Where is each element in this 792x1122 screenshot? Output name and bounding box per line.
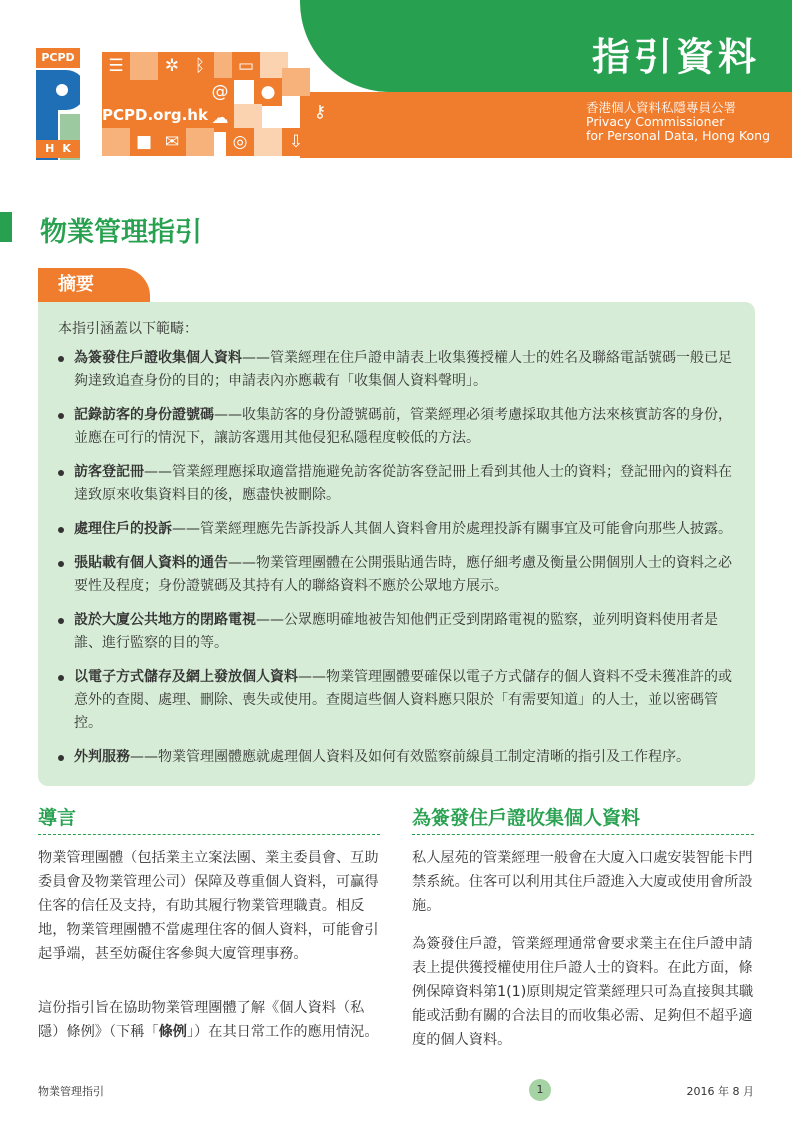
resident-card-paragraph-2: 為簽發住戶證，管業經理通常會要求業主在住戶證申請表上提供獲授權使用住戶證人士的資料。在此方面，條例保障資料第1(1)原則規定管業經理只可為直接與其職能或活動有關的合法目的而收集必需、足夠但不超乎適度的個人資料。 [412, 936, 754, 1048]
resident-card-heading: 為簽發住戶證收集個人資料 [412, 807, 641, 829]
org-name-en-2: for Personal Data, Hong Kong [586, 128, 771, 143]
resident-card-divider [412, 834, 754, 835]
logo-bottom-text: HK [36, 140, 80, 158]
header-title: 指引資料 [591, 35, 760, 79]
organization-name [586, 101, 770, 143]
footer-doc-title: 物業管理指引 [38, 1085, 104, 1098]
intro-divider [38, 834, 380, 835]
gear-icon: ✲ [158, 52, 186, 80]
bluetooth-icon: ᛒ [186, 52, 214, 80]
cloud-icon: ☁ [206, 104, 234, 132]
key-icon: ⚷ [306, 98, 334, 126]
chat-icon: ▭ [232, 52, 260, 80]
summary-intro: 本指引涵蓋以下範疇： [58, 321, 198, 337]
list-item: 張貼載有個人資料的通告——物業管理團體在公開張貼通告時，應仔細考慮及衡量公開個別人士的資料之必要性及程度；身份證號碼及其持有人的聯絡資料不應於公眾地方展示。 [58, 552, 742, 598]
list-item: 設於大廈公共地方的閉路電視——公眾應明確地被告知他們正受到閉路電視的監察，並列明資料使用者是誰、進行監察的目的等。 [58, 609, 742, 655]
intro-paragraph-1: 物業管理團體（包括業主立案法團、業主委員會、互助委員會及物業管理公司）保障及尊重個人資料，可贏得住客的信任及支持，有助其履行物業管理職責。相反地，物業管理團體不當處理住客的個人資料，可能會引起爭端，甚至妨礙住客參與大廈管理事務。 [38, 850, 379, 962]
list-item: 以電子方式儲存及網上發放個人資料——物業管理團體要確保以電子方式儲存的個人資料不受未獲准許的或意外的查閱、處理、刪除、喪失或使用。查閱這些個人資料應只限於「有需要知道」的人士，並以密碼管控。 [58, 666, 742, 735]
globe-icon: ◎ [226, 128, 254, 156]
intro-heading: 導言 [38, 807, 77, 829]
mosaic-tile [186, 128, 214, 156]
org-name-zh: 香港個人資料私隱專員公署 [586, 100, 737, 115]
mosaic-tile [282, 68, 310, 96]
summary-tab: 摘要 [38, 268, 150, 302]
list-item: 記錄訪客的身份證號碼——收集訪客的身份證號碼前，管業經理必須考慮採取其他方法來核實訪客的身份，並應在可行的情況下，讓訪客選用其他侵犯私隱程度較低的方法。 [58, 404, 742, 450]
page-number: 1 [529, 1079, 551, 1101]
mosaic-tile [102, 128, 130, 156]
footer-date: 2016 年 8 月 [686, 1085, 754, 1098]
logo-top-text: PCPD [36, 48, 80, 68]
list-item: 訪客登記冊——管業經理應採取適當措施避免訪客從訪客登記冊上看到其他人士的資料；登記冊內的資料在達致原來收集資料目的後，應盡快被刪除。 [58, 461, 742, 507]
download-icon: ⇩ [282, 128, 310, 156]
list-item: 為簽發住戶證收集個人資料——管業經理在住戶證申請表上收集獲授權人士的姓名及聯絡電話號碼一般已足夠達致追查身份的目的；申請表內亦應載有「收集個人資料聲明」。 [58, 347, 742, 393]
lock-icon: ■ [130, 128, 158, 156]
summary-list [58, 347, 742, 780]
website-url[interactable]: PCPD.org.hk [102, 106, 208, 124]
location-pin-icon: ● [254, 78, 282, 106]
intro-paragraph-2: 這份指引旨在協助物業管理團體了解《個人資料（私隱）條例》（下稱「條例」）在其日常工作的應用情況。 [38, 1000, 379, 1040]
resident-card-paragraph-1: 私人屋苑的管業經理一般會在大廈入口處安裝智能卡門禁系統。住客可以利用其住戶證進入大廈或使用會所設施。 [412, 850, 753, 914]
rss-icon: ☰ [102, 52, 130, 80]
list-item: 處理住戶的投訴——管業經理應先告訴投訴人其個人資料會用於處理投訴有關事宜及可能會向那些人披露。 [58, 518, 742, 541]
mail-icon: ✉ [158, 128, 186, 156]
org-name-en-1: Privacy Commissioner [586, 114, 725, 129]
list-item: 外判服務——物業管理團體應就處理個人資料及如何有效監察前線員工制定清晰的指引及工作程序。 [58, 746, 742, 769]
title-accent-bar [0, 212, 12, 242]
at-sign-icon: @ [206, 78, 234, 106]
mosaic-tile [254, 128, 282, 156]
page-title: 物業管理指引 [40, 217, 202, 248]
